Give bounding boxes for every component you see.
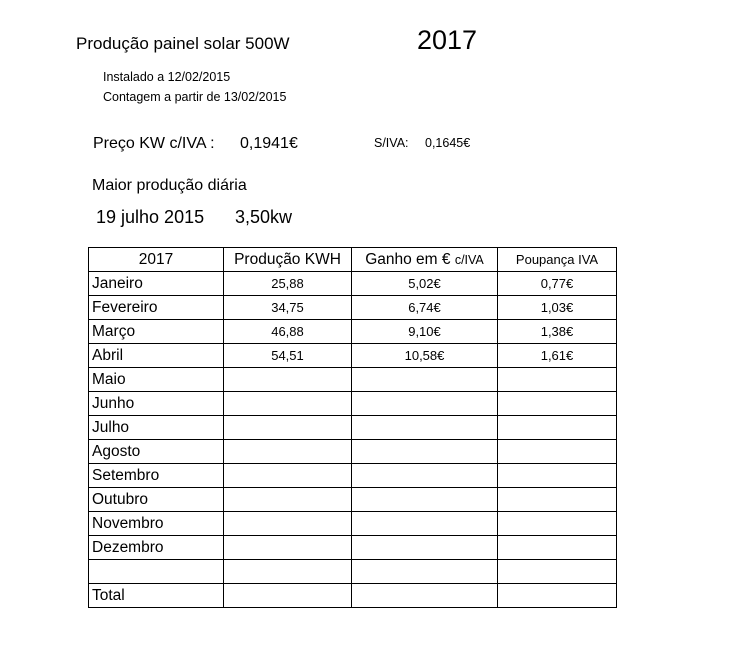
gain-cell — [352, 512, 498, 536]
production-cell — [224, 512, 352, 536]
production-cell — [224, 464, 352, 488]
production-cell — [224, 488, 352, 512]
month-cell — [89, 560, 224, 584]
table-row — [89, 536, 617, 560]
header-gain — [352, 248, 498, 272]
savings-cell — [498, 464, 617, 488]
counting-start-date: Contagem a partir de 13/02/2015 — [103, 90, 287, 104]
month-cell: Total — [89, 584, 224, 608]
production-cell — [224, 368, 352, 392]
month-cell: Novembro — [89, 512, 224, 536]
table-row — [89, 320, 617, 344]
savings-cell: 1,38€ — [498, 320, 617, 344]
savings-cell — [498, 392, 617, 416]
max-production-date: 19 julho 2015 — [96, 207, 205, 227]
month-cell: Abril — [89, 344, 224, 368]
gain-cell — [352, 488, 498, 512]
gain-cell — [352, 416, 498, 440]
table-row — [89, 560, 617, 584]
gain-cell — [352, 368, 498, 392]
table-row — [89, 392, 617, 416]
table-row — [89, 512, 617, 536]
table-row — [89, 584, 617, 608]
table-row — [89, 344, 617, 368]
production-cell — [224, 560, 352, 584]
month-cell: Dezembro — [89, 536, 224, 560]
header-production: Produção KWH — [224, 248, 352, 272]
page-title: Produção painel solar 500W — [76, 34, 290, 53]
production-cell — [224, 584, 352, 608]
savings-cell: 0,77€ — [498, 272, 617, 296]
gain-cell — [352, 440, 498, 464]
table-row — [89, 488, 617, 512]
price-with-vat-label: Preço KW c/IVA : — [93, 135, 215, 152]
savings-cell — [498, 416, 617, 440]
table-header-row — [89, 248, 617, 272]
month-cell: Março — [89, 320, 224, 344]
header-year: 2017 — [89, 248, 224, 272]
price-without-vat-value: 0,1645€ — [425, 136, 471, 150]
production-table — [88, 247, 617, 608]
gain-cell — [352, 392, 498, 416]
savings-cell — [498, 584, 617, 608]
savings-cell — [498, 488, 617, 512]
month-cell: Agosto — [89, 440, 224, 464]
month-cell: Junho — [89, 392, 224, 416]
month-cell: Setembro — [89, 464, 224, 488]
year-heading: 2017 — [417, 25, 478, 55]
production-cell: 34,75 — [224, 296, 352, 320]
gain-cell — [352, 464, 498, 488]
month-cell: Outubro — [89, 488, 224, 512]
savings-cell: 1,61€ — [498, 344, 617, 368]
table-row — [89, 464, 617, 488]
header-savings: Poupança IVA — [498, 248, 617, 272]
gain-cell: 5,02€ — [352, 272, 498, 296]
production-cell — [224, 440, 352, 464]
savings-cell — [498, 512, 617, 536]
gain-cell — [352, 560, 498, 584]
header-gain-suffix: c/IVA — [454, 252, 484, 267]
gain-cell: 6,74€ — [352, 296, 498, 320]
savings-cell — [498, 440, 617, 464]
month-cell: Maio — [89, 368, 224, 392]
production-cell: 25,88 — [224, 272, 352, 296]
production-cell — [224, 536, 352, 560]
production-cell: 46,88 — [224, 320, 352, 344]
max-production-label: Maior produção diária — [92, 177, 247, 194]
table-row — [89, 440, 617, 464]
month-cell: Janeiro — [89, 272, 224, 296]
header-gain-text: Ganho em € — [365, 250, 451, 268]
table-row — [89, 416, 617, 440]
month-cell: Fevereiro — [89, 296, 224, 320]
price-without-vat-label: S/IVA: — [374, 136, 409, 150]
savings-cell — [498, 560, 617, 584]
month-cell: Julho — [89, 416, 224, 440]
gain-cell — [352, 584, 498, 608]
table-row — [89, 296, 617, 320]
table-row — [89, 272, 617, 296]
installed-date: Instalado a 12/02/2015 — [103, 70, 231, 84]
gain-cell — [352, 536, 498, 560]
savings-cell: 1,03€ — [498, 296, 617, 320]
production-cell — [224, 392, 352, 416]
production-cell — [224, 416, 352, 440]
price-with-vat-value: 0,1941€ — [240, 135, 298, 152]
gain-cell: 9,10€ — [352, 320, 498, 344]
table-row — [89, 368, 617, 392]
production-cell: 54,51 — [224, 344, 352, 368]
savings-cell — [498, 536, 617, 560]
gain-cell: 10,58€ — [352, 344, 498, 368]
savings-cell — [498, 368, 617, 392]
max-production-value: 3,50kw — [235, 207, 293, 227]
